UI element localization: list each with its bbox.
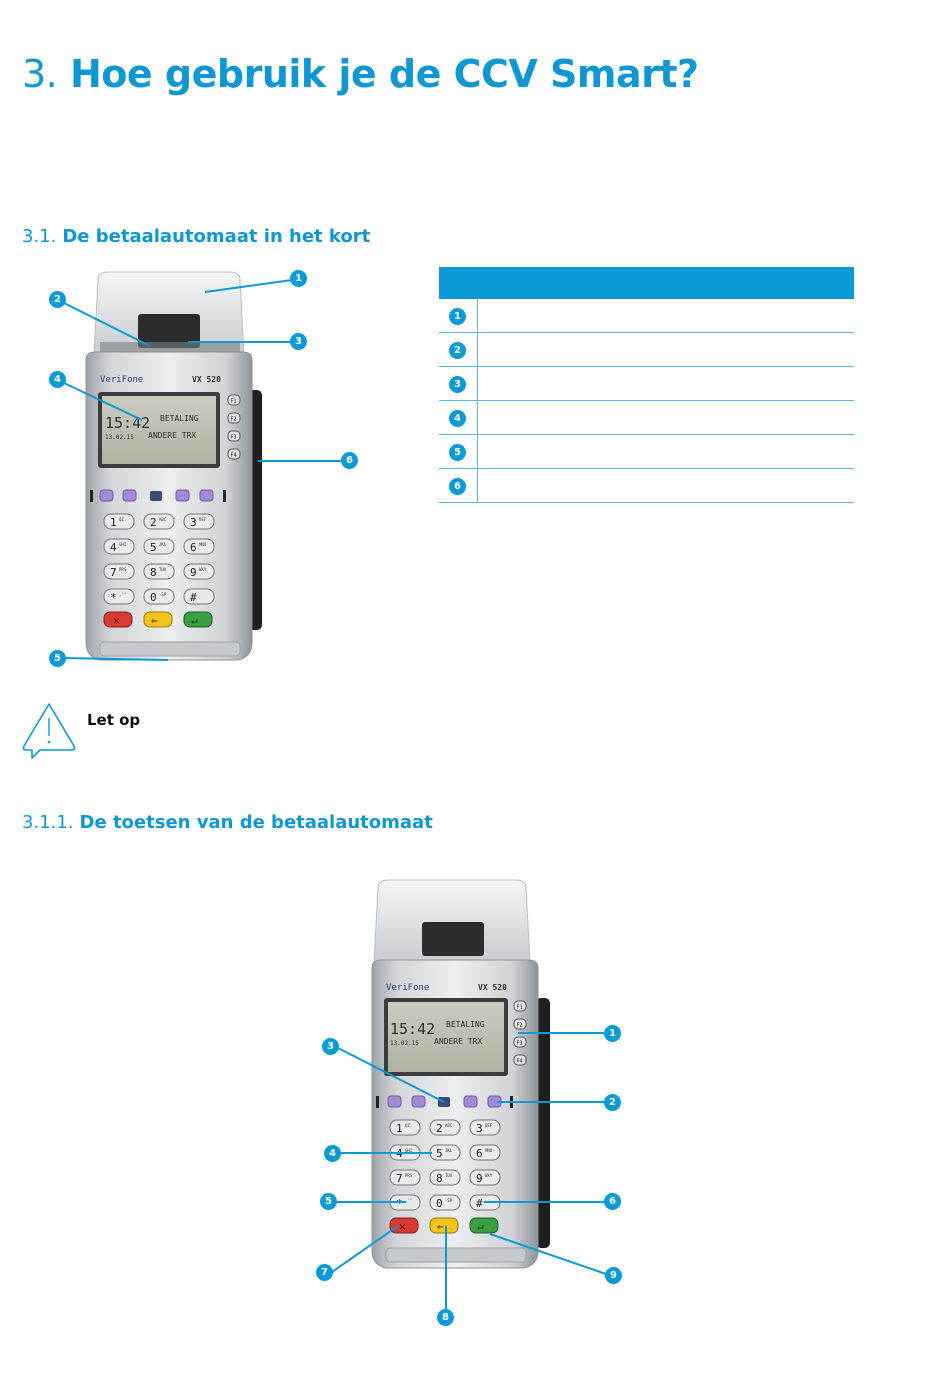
cancel-key-icon: ✕ [399,1220,406,1233]
screen-menu-1: BETALING [446,1020,485,1029]
legend-row [439,401,854,435]
number-key-letters: PRS [119,567,127,572]
number-key-label: 4 [110,541,117,554]
legend-row [439,299,854,333]
number-key-letters: ,'" [119,592,127,597]
number-key-label: 0 [436,1197,443,1210]
number-key-label: 7 [396,1172,403,1185]
function-key-label: F1 [230,398,237,405]
number-key-label: 6 [476,1147,483,1160]
brand-logo: VeriFone [386,983,430,993]
brand-logo: VeriFone [100,375,144,385]
number-key-label: # [476,1197,483,1210]
number-key-letters: WXY [199,567,207,572]
callout-1: 1 [290,270,307,287]
backspace-key-icon: ← [151,614,158,627]
function-key-label: F2 [230,416,237,423]
callout-3: 3 [290,333,307,350]
number-key-label: # [190,591,197,604]
screen-menu-2: ANDERE TRX [148,431,197,440]
number-key-label: 6 [190,541,197,554]
screen-date: 13.02.15 [105,434,134,441]
function-key-label: F4 [516,1058,523,1065]
number-key-label: 5 [150,541,157,554]
legend-row [439,435,854,469]
number-key-label: * [110,591,117,604]
number-key-label: * [396,1197,403,1210]
enter-key-icon: ↵ [191,614,198,627]
legend-badge: 3 [449,376,466,393]
number-key-label: 3 [190,516,197,529]
number-key-letters: GHI [119,542,127,547]
screen-date: 13.02.15 [390,1040,419,1047]
legend-table-header [439,267,854,299]
number-key-label: 2 [436,1122,443,1135]
subsection-number: 3.1.1. [22,812,74,833]
legend-badge: 6 [449,478,466,495]
number-key-label: 7 [110,566,117,579]
number-key-letters: MNO [485,1148,493,1153]
number-key-letters: PRS [405,1173,413,1178]
model-label: VX 520 [478,983,507,992]
warning-label: Let op [87,711,141,729]
number-key-letters: QZ. [405,1123,413,1128]
paper-cutter [422,922,484,956]
screen-time: 15:42 [105,414,151,432]
cancel-key-icon: ✕ [113,614,120,627]
number-key-letters: WXY [485,1173,493,1178]
number-key-letters: QZ. [119,517,127,522]
legend-badge: 4 [449,410,466,427]
callout-5: 5 [49,650,66,667]
number-key-label: 8 [150,566,157,579]
subsection-title: De toetsen van de betaalautomaat [79,812,433,833]
callout-keys-1: 1 [604,1025,621,1042]
number-key-label: 0 [150,591,157,604]
number-key-letters: -SP [445,1198,453,1203]
section-title: De betaalautomaat in het kort [62,226,371,247]
number-key-letters: GHI [405,1148,413,1153]
legend-badge: 1 [449,308,466,325]
number-key-label: 3 [476,1122,483,1135]
callout-keys-5: 5 [320,1193,337,1210]
legend-row [439,367,854,401]
number-key-label: 8 [436,1172,443,1185]
function-key-label: F3 [230,434,237,441]
screen-menu-1: BETALING [160,414,199,423]
number-key-label: 2 [150,516,157,529]
callout-keys-7: 7 [316,1264,333,1281]
callout-keys-9: 9 [605,1267,622,1284]
callout-keys-3: 3 [322,1038,339,1055]
warning-icon [20,700,78,762]
callout-2: 2 [49,291,66,308]
callout-6: 6 [341,452,358,469]
callout-keys-6: 6 [604,1193,621,1210]
callout-keys-4: 4 [324,1145,341,1162]
number-key-label: 1 [396,1122,403,1135]
enter-key-icon: ↵ [477,1220,484,1233]
number-key-label: 9 [190,566,197,579]
number-key-letters: DEF [199,517,207,522]
page-title-text: Hoe gebruik je de CCV Smart? [70,52,699,96]
number-key-letters: -SP [159,592,167,597]
callout-keys-8: 8 [437,1309,454,1326]
number-key-letters: JKL [445,1148,453,1153]
number-key-letters: JKL [159,542,167,547]
legend-table [439,267,854,503]
legend-row [439,333,854,367]
subsection-heading [22,812,433,833]
screen-menu-2: ANDERE TRX [434,1037,483,1046]
function-key-label: F3 [516,1040,523,1047]
number-key-letters: ABC [445,1123,453,1128]
number-key-letters: DEF [485,1123,493,1128]
number-key-label: 5 [436,1147,443,1160]
number-key-label: 4 [396,1147,403,1160]
number-key-letters: ABC [159,517,167,522]
callout-4: 4 [49,371,66,388]
function-key-label: F1 [516,1004,523,1011]
number-key-letters: MNO [199,542,207,547]
callout-lines-bottom [0,1000,950,1387]
function-key-label: F2 [516,1022,523,1029]
function-key-label: F4 [230,452,237,459]
page-title-number: 3. [22,52,58,96]
legend-badge: 5 [449,444,466,461]
number-key-letters: TUV [445,1173,453,1178]
legend-badge: 2 [449,342,466,359]
callout-keys-2: 2 [604,1094,621,1111]
legend-row [439,469,854,503]
number-key-letters: TUV [159,567,167,572]
number-key-label: 1 [110,516,117,529]
model-label: VX 520 [192,375,221,384]
number-key-label: 9 [476,1172,483,1185]
backspace-key-icon: ← [437,1220,444,1233]
section-number: 3.1. [22,226,57,247]
number-key-letters: ,'" [405,1198,413,1203]
screen-time: 15:42 [390,1020,436,1038]
